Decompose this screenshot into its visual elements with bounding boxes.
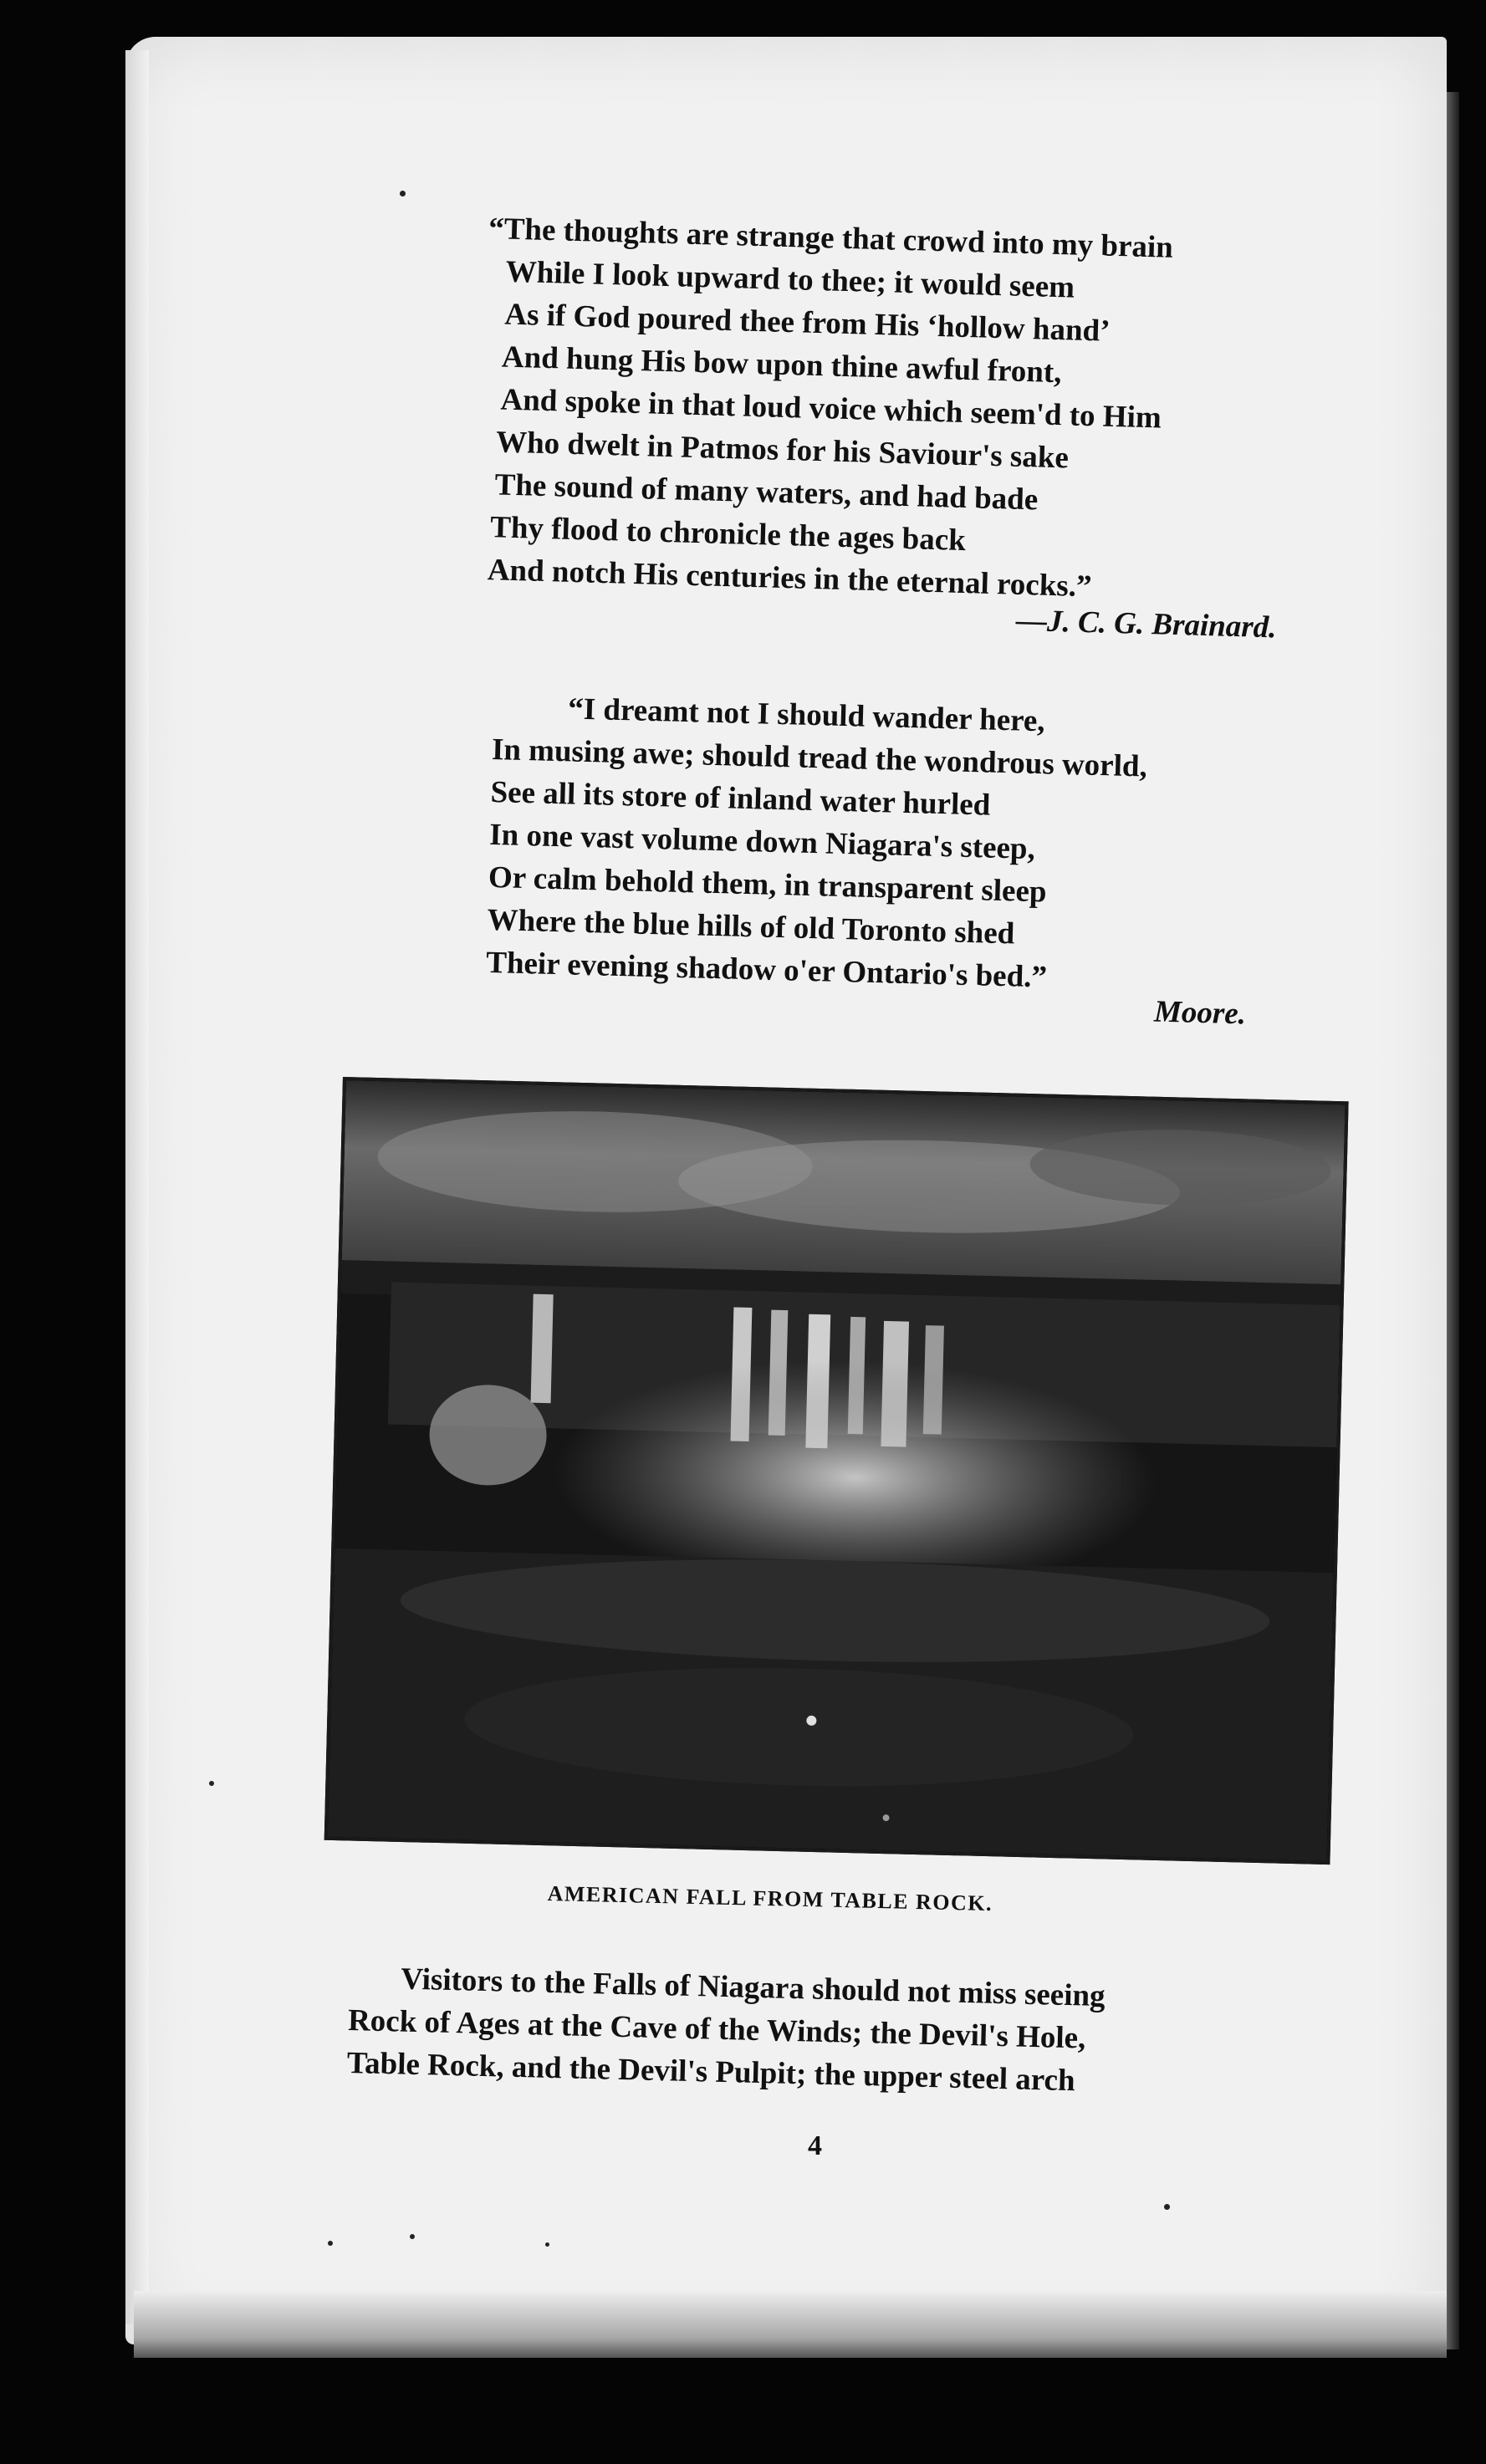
poem-line: Their evening shadow o'er Ontario's bed.” bbox=[485, 945, 1048, 995]
poem-line: “The thoughts are strange that crowd into my brain bbox=[488, 211, 1174, 265]
scan-speck bbox=[328, 2241, 333, 2246]
paragraph-line: Visitors to the Falls of Niagara should not miss seeing bbox=[400, 1962, 1106, 2014]
poem-line: And notch His centuries in the eternal rocks.” bbox=[487, 553, 1093, 605]
poem-line: Where the blue hills of old Toronto shed bbox=[487, 902, 1015, 951]
poem-attribution: —J. C. G. Brainard. bbox=[1015, 603, 1277, 645]
scan-speck bbox=[400, 191, 406, 196]
scan-speck bbox=[1164, 2204, 1170, 2210]
poem-line: And hung His bow upon thine awful front, bbox=[501, 339, 1062, 390]
page-number: 4 bbox=[808, 2130, 822, 2161]
poem-line: While I look upward to thee; it would seem bbox=[505, 254, 1075, 305]
poem-line: In musing awe; should tread the wondrous world, bbox=[491, 732, 1148, 784]
photo-caption: AMERICAN FALL FROM TABLE ROCK. bbox=[547, 1881, 993, 1916]
poem-attribution: Moore. bbox=[1153, 994, 1247, 1032]
poem-line: See all its store of inland water hurled bbox=[490, 774, 991, 823]
poem-line: “I dreamt not I should wander here, bbox=[567, 691, 1046, 739]
poem-line: And spoke in that loud voice which seem'd to Him bbox=[500, 382, 1162, 436]
scan-speck bbox=[209, 1781, 214, 1786]
waterfall-photograph bbox=[324, 1077, 1349, 1865]
page-bottom-edge bbox=[134, 2291, 1447, 2358]
waterfall-image bbox=[328, 1080, 1346, 1861]
poem-line: Thy flood to chronicle the ages back bbox=[489, 510, 967, 559]
poem-brainard bbox=[478, 207, 1173, 610]
scan-speck bbox=[545, 2242, 549, 2247]
page-left-edge bbox=[125, 50, 149, 2324]
poem-line: Or calm behold them, in transparent sleep bbox=[488, 860, 1048, 910]
paragraph-line: Table Rock, and the Devil's Pulpit; the upper steel arch bbox=[346, 2045, 1076, 2099]
paragraph-line: Rock of Ages at the Cave of the Winds; the Devil's Hole, bbox=[347, 2002, 1086, 2056]
poem-line: The sound of many waters, and had bade bbox=[494, 467, 1039, 518]
scan-speck bbox=[410, 2234, 415, 2239]
poem-moore bbox=[486, 686, 1149, 1001]
poem-line: In one vast volume down Niagara's steep, bbox=[488, 817, 1036, 867]
poem-line: As if God poured thee from His ‘hollow hand’ bbox=[503, 297, 1111, 349]
poem-line: Who dwelt in Patmos for his Saviour's sake bbox=[495, 425, 1070, 476]
body-paragraph bbox=[346, 1956, 1289, 2107]
